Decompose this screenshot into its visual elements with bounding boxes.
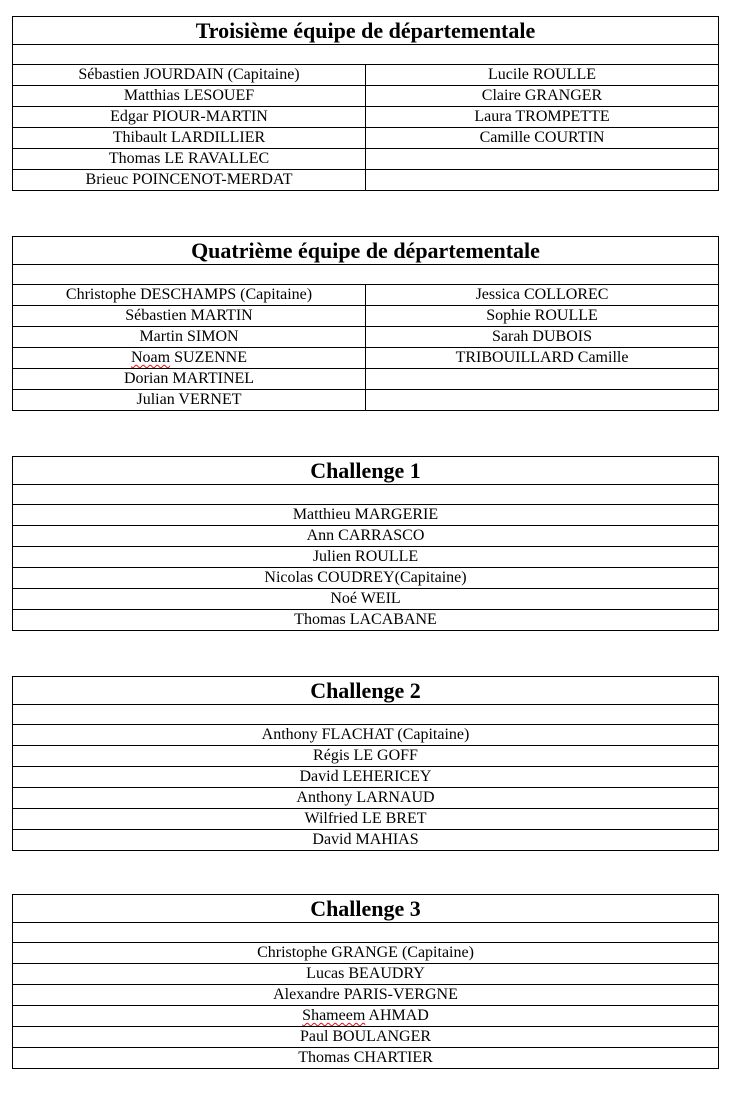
table-row <box>13 985 719 1006</box>
table-row <box>13 788 719 809</box>
player-cell: Thomas LE RAVALLEC <box>13 149 366 170</box>
blank-row <box>13 705 719 725</box>
table-row <box>13 964 719 985</box>
player-cell: Alexandre PARIS-VERGNE <box>13 985 719 1006</box>
table-row <box>13 746 719 767</box>
table-row <box>13 767 719 788</box>
player-cell: Sophie ROULLE <box>366 306 719 327</box>
player-cell: Anthony FLACHAT (Capitaine) <box>13 725 719 746</box>
player-cell: Julian VERNET <box>13 390 366 411</box>
player-cell: Anthony LARNAUD <box>13 788 719 809</box>
table-row <box>13 505 719 526</box>
table-row <box>13 128 719 149</box>
table-row <box>13 547 719 568</box>
player-cell <box>366 149 719 170</box>
table-row <box>13 589 719 610</box>
player-cell: Brieuc POINCENOT-MERDAT <box>13 170 366 191</box>
table-row <box>13 107 719 128</box>
player-cell: David MAHIAS <box>13 830 719 851</box>
player-cell: Dorian MARTINEL <box>13 369 366 390</box>
table-row <box>13 830 719 851</box>
table-title: Challenge 2 <box>13 677 719 705</box>
table-title: Challenge 1 <box>13 457 719 485</box>
table-row <box>13 149 719 170</box>
spellcheck-underline: Noam <box>131 349 171 366</box>
player-cell: Edgar PIOUR-MARTIN <box>13 107 366 128</box>
table-row <box>13 327 719 348</box>
player-cell <box>366 390 719 411</box>
table-row <box>13 369 719 390</box>
table-row <box>13 390 719 411</box>
table-row <box>13 526 719 547</box>
table-row <box>13 610 719 631</box>
player-cell: Camille COURTIN <box>366 128 719 149</box>
blank-row <box>13 485 719 505</box>
table-row <box>13 809 719 830</box>
player-cell: Wilfried LE BRET <box>13 809 719 830</box>
player-cell: Régis LE GOFF <box>13 746 719 767</box>
team-table-troisieme <box>12 16 719 191</box>
team-table-challenge-1 <box>12 456 719 631</box>
table-row <box>13 725 719 746</box>
player-cell: TRIBOUILLARD Camille <box>366 348 719 369</box>
blank-row <box>13 265 719 285</box>
player-cell: Christophe GRANGE (Capitaine) <box>13 943 719 964</box>
table-row <box>13 170 719 191</box>
blank-row <box>13 45 719 65</box>
table-title: Quatrième équipe de départementale <box>13 237 719 265</box>
player-cell: Noam SUZENNE <box>13 348 366 369</box>
player-cell: Sarah DUBOIS <box>366 327 719 348</box>
player-cell: Jessica COLLOREC <box>366 285 719 306</box>
table-row <box>13 943 719 964</box>
player-cell: Martin SIMON <box>13 327 366 348</box>
player-cell: Christophe DESCHAMPS (Capitaine) <box>13 285 366 306</box>
player-cell: Laura TROMPETTE <box>366 107 719 128</box>
table-row <box>13 1006 719 1027</box>
table-row <box>13 568 719 589</box>
table-row <box>13 1027 719 1048</box>
player-cell: Ann CARRASCO <box>13 526 719 547</box>
table-title: Troisième équipe de départementale <box>13 17 719 45</box>
player-cell: Nicolas COUDREY(Capitaine) <box>13 568 719 589</box>
player-cell: Noé WEIL <box>13 589 719 610</box>
table-row <box>13 348 719 369</box>
player-cell <box>366 369 719 390</box>
team-table-challenge-2 <box>12 676 719 851</box>
player-cell: Julien ROULLE <box>13 547 719 568</box>
player-cell: Matthias LESOUEF <box>13 86 366 107</box>
player-cell: Thomas LACABANE <box>13 610 719 631</box>
spellcheck-underline: Shameem <box>302 1007 366 1024</box>
player-cell: Shameem AHMAD <box>13 1006 719 1027</box>
player-cell: David LEHERICEY <box>13 767 719 788</box>
blank-row <box>13 923 719 943</box>
table-row <box>13 65 719 86</box>
player-cell: Thomas CHARTIER <box>13 1048 719 1069</box>
table-row <box>13 306 719 327</box>
table-title: Challenge 3 <box>13 895 719 923</box>
player-cell: Matthieu MARGERIE <box>13 505 719 526</box>
player-cell: Paul BOULANGER <box>13 1027 719 1048</box>
player-cell: Lucile ROULLE <box>366 65 719 86</box>
team-table-quatrieme <box>12 236 719 411</box>
player-cell: Sébastien JOURDAIN (Capitaine) <box>13 65 366 86</box>
player-cell: Sébastien MARTIN <box>13 306 366 327</box>
player-cell <box>366 170 719 191</box>
player-cell: Lucas BEAUDRY <box>13 964 719 985</box>
table-row <box>13 1048 719 1069</box>
player-cell: Claire GRANGER <box>366 86 719 107</box>
table-row <box>13 285 719 306</box>
player-cell: Thibault LARDILLIER <box>13 128 366 149</box>
team-table-challenge-3 <box>12 894 719 1069</box>
table-row <box>13 86 719 107</box>
